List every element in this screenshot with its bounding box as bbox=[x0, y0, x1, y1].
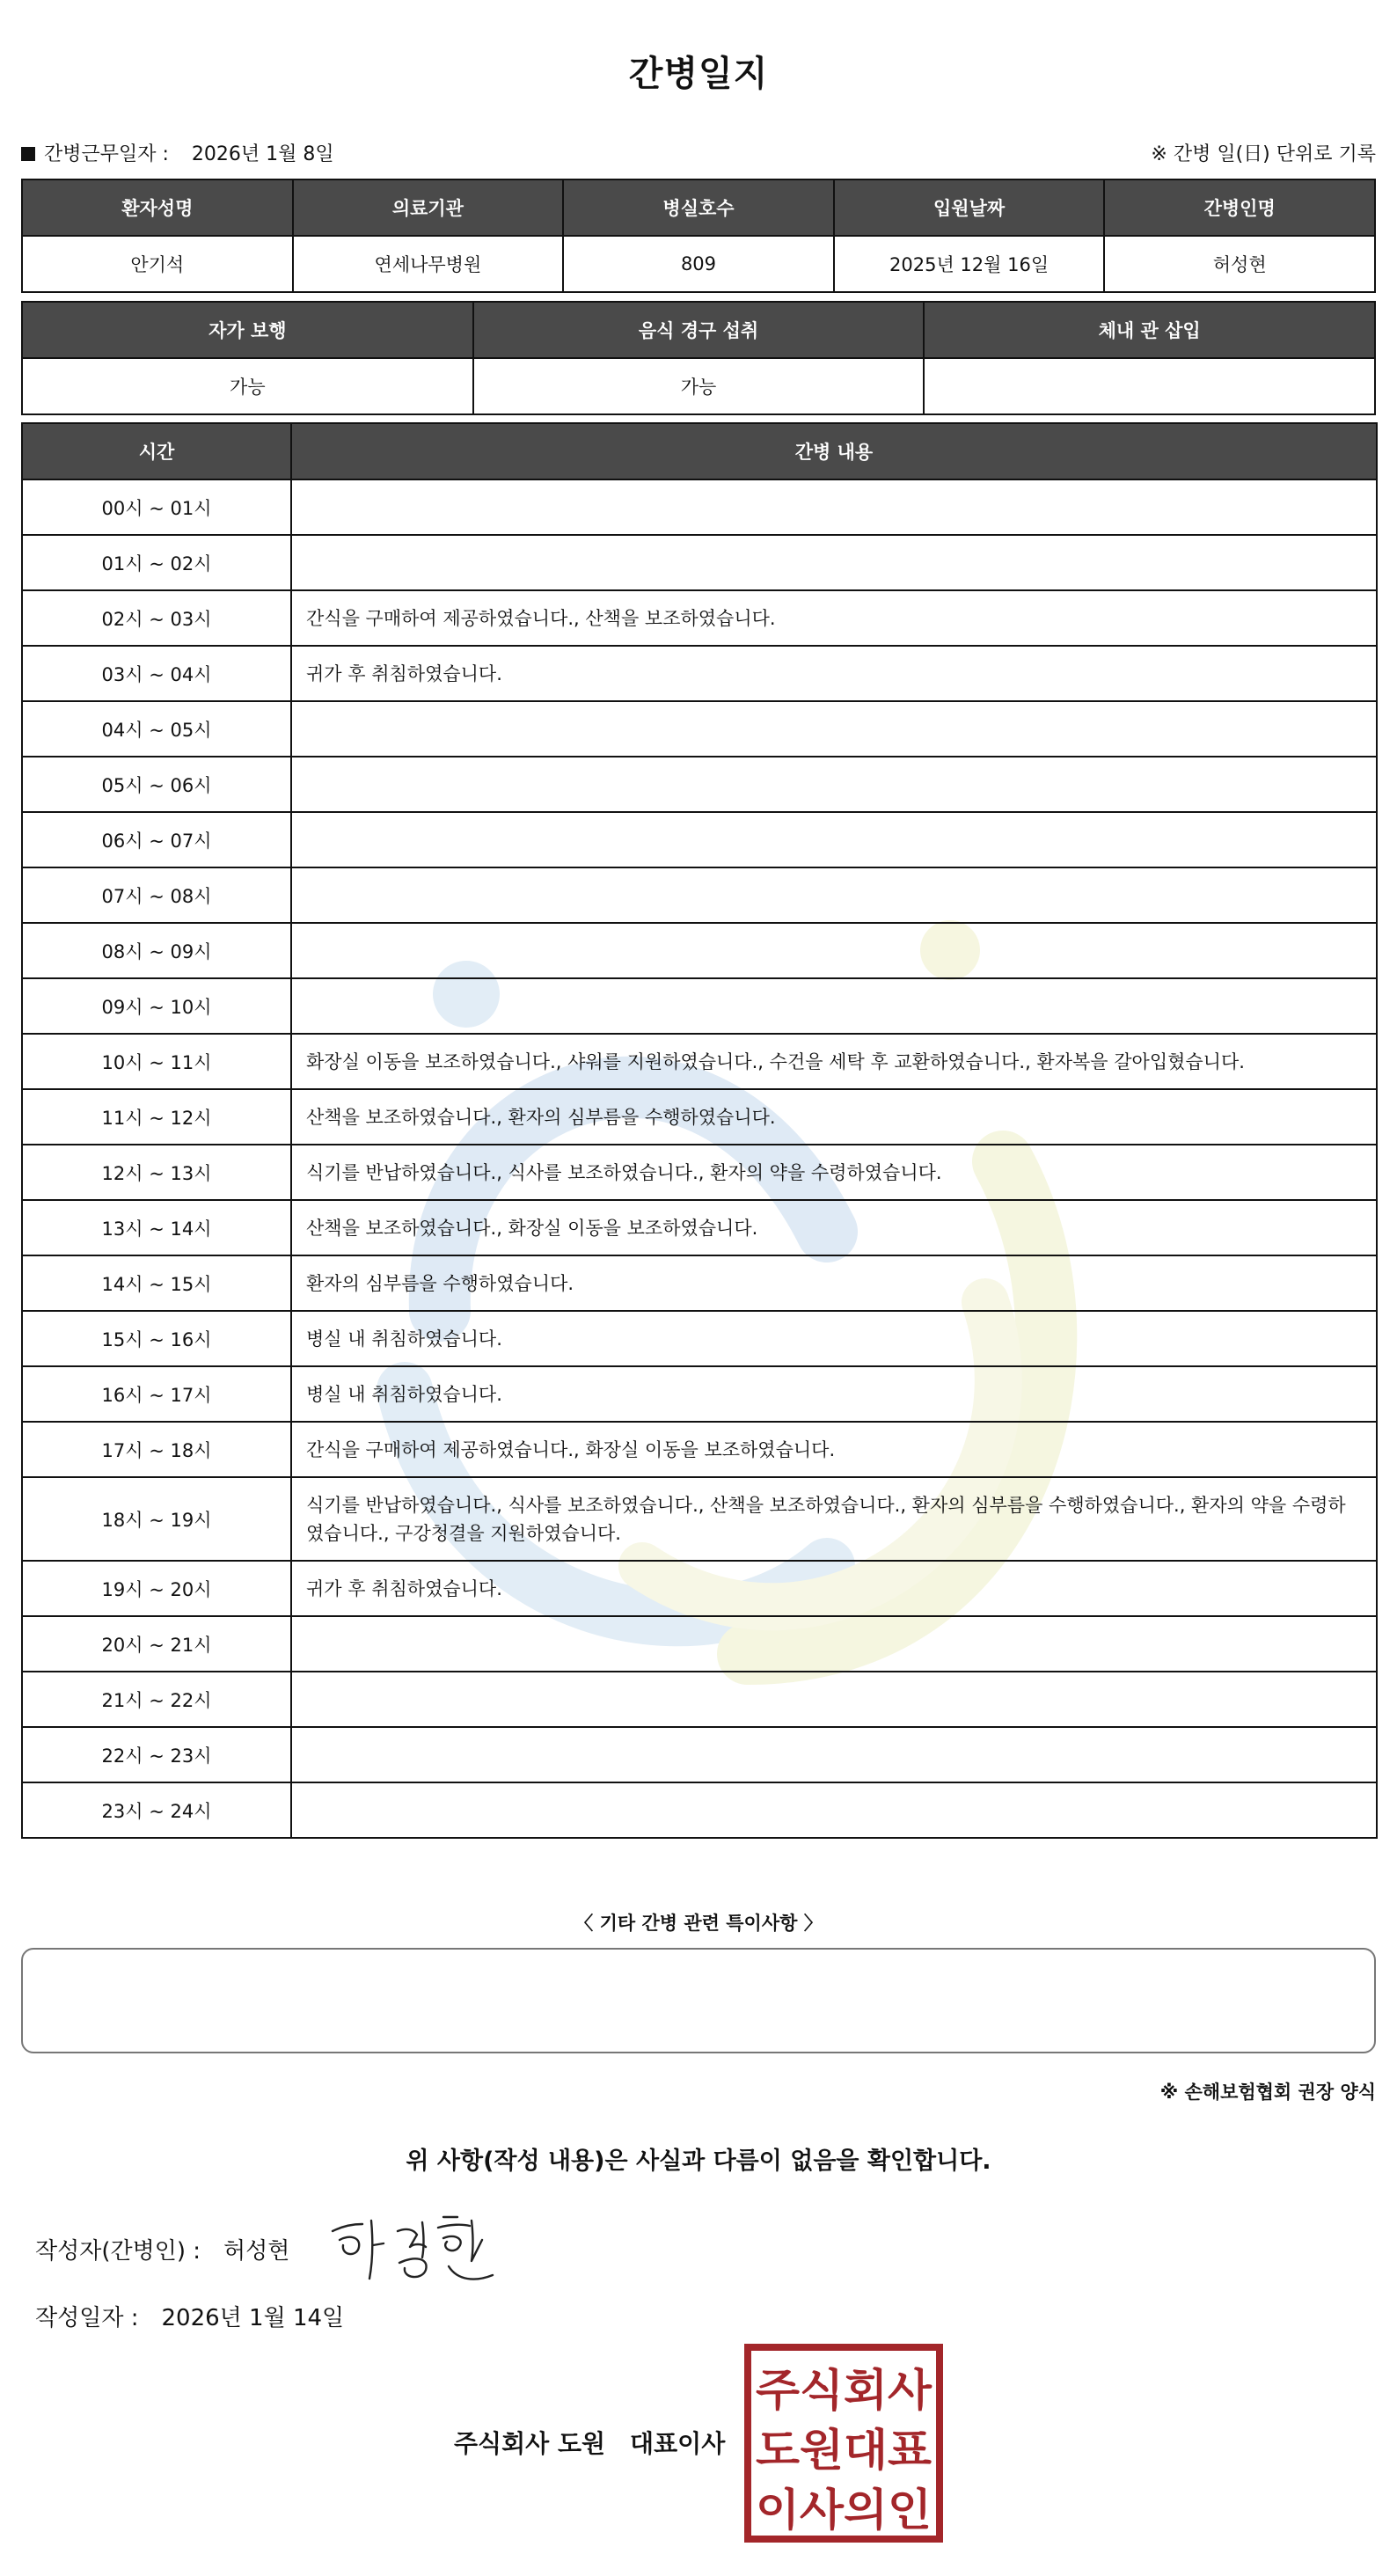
care-content-cell: 산책을 보조하였습니다., 화장실 이동을 보조하였습니다. bbox=[291, 1200, 1377, 1255]
writer-name: 허성현 bbox=[223, 2238, 290, 2265]
time-cell: 07시 ~ 08시 bbox=[22, 867, 291, 923]
care-content-cell: 병실 내 취침하였습니다. bbox=[291, 1311, 1377, 1366]
admission-date-cell: 2025년 12월 16일 bbox=[834, 236, 1105, 292]
care-content-cell bbox=[291, 1782, 1377, 1838]
oral-intake-cell: 가능 bbox=[473, 358, 925, 414]
table-row bbox=[22, 867, 1377, 923]
company-representative: 대표이사 bbox=[630, 2429, 726, 2458]
tube-insertion-cell bbox=[924, 358, 1375, 414]
table-row bbox=[22, 978, 1377, 1034]
header-room-number: 병실호수 bbox=[563, 179, 834, 236]
self-walking-cell: 가능 bbox=[22, 358, 473, 414]
care-content-cell bbox=[291, 923, 1377, 978]
time-cell: 09시 ~ 10시 bbox=[22, 978, 291, 1034]
time-cell: 06시 ~ 07시 bbox=[22, 812, 291, 867]
table-row bbox=[22, 479, 1377, 535]
care-content-cell: 식기를 반납하였습니다., 식사를 보조하였습니다., 환자의 약을 수령하였습니다. bbox=[291, 1145, 1377, 1200]
time-cell: 02시 ~ 03시 bbox=[22, 590, 291, 646]
work-date-line bbox=[21, 139, 334, 166]
care-content-cell bbox=[291, 479, 1377, 535]
header-admission-date: 입원날짜 bbox=[834, 179, 1105, 236]
care-content-cell: 간식을 구매하여 제공하였습니다., 화장실 이동을 보조하였습니다. bbox=[291, 1422, 1377, 1477]
care-content-cell: 산책을 보조하였습니다., 환자의 심부름을 수행하였습니다. bbox=[291, 1089, 1377, 1145]
time-cell: 11시 ~ 12시 bbox=[22, 1089, 291, 1145]
time-cell: 22시 ~ 23시 bbox=[22, 1727, 291, 1782]
table-row bbox=[22, 1311, 1377, 1366]
header-care-content: 간병 내용 bbox=[291, 423, 1377, 479]
special-notes-box bbox=[21, 1948, 1376, 2053]
care-content-cell bbox=[291, 1616, 1377, 1672]
table-row bbox=[22, 1477, 1377, 1561]
time-cell: 19시 ~ 20시 bbox=[22, 1561, 291, 1616]
caregiver-name-cell: 허성현 bbox=[1104, 236, 1375, 292]
table-row bbox=[22, 1672, 1377, 1727]
patient-name-cell: 안기석 bbox=[22, 236, 293, 292]
time-cell: 17시 ~ 18시 bbox=[22, 1422, 291, 1477]
time-cell: 23시 ~ 24시 bbox=[22, 1782, 291, 1838]
table-row bbox=[22, 1782, 1377, 1838]
handwritten-signature bbox=[325, 2205, 501, 2293]
confirmation-statement: 위 사항(작성 내용)은 사실과 다름이 없음을 확인합니다. bbox=[406, 2148, 991, 2175]
table-row bbox=[22, 1089, 1377, 1145]
seal-text-line: 이사의인 bbox=[756, 2485, 932, 2536]
seal-text-line: 주식회사 bbox=[756, 2365, 933, 2416]
time-cell: 21시 ~ 22시 bbox=[22, 1672, 291, 1727]
care-content-cell bbox=[291, 812, 1377, 867]
table-row bbox=[22, 923, 1377, 978]
table-row bbox=[22, 1034, 1377, 1089]
header-time: 시간 bbox=[22, 423, 291, 479]
time-cell: 18시 ~ 19시 bbox=[22, 1477, 291, 1561]
header-self-walking: 자가 보행 bbox=[22, 302, 473, 358]
work-date-label: 간병근무일자 : bbox=[44, 143, 169, 165]
room-number-cell: 809 bbox=[563, 236, 834, 292]
table-row bbox=[22, 646, 1377, 701]
table-row bbox=[22, 812, 1377, 867]
company-line bbox=[454, 2425, 725, 2460]
written-date-label: 작성일자 : bbox=[35, 2305, 139, 2331]
care-content-cell: 귀가 후 취침하였습니다. bbox=[291, 646, 1377, 701]
header-hospital: 의료기관 bbox=[293, 179, 564, 236]
time-cell: 03시 ~ 04시 bbox=[22, 646, 291, 701]
time-cell: 10시 ~ 11시 bbox=[22, 1034, 291, 1089]
special-notes-title: 〈 기타 간병 관련 특이사항 〉 bbox=[574, 1913, 823, 1934]
patient-info-table bbox=[21, 179, 1376, 293]
square-bullet-icon bbox=[21, 147, 35, 161]
time-cell: 01시 ~ 02시 bbox=[22, 535, 291, 590]
work-date-value: 2026년 1월 8일 bbox=[191, 143, 334, 165]
company-seal-stamp bbox=[744, 2344, 943, 2543]
table-row bbox=[22, 590, 1377, 646]
seal-text-line: 도원대표 bbox=[756, 2425, 933, 2476]
header-oral-intake: 음식 경구 섭취 bbox=[473, 302, 925, 358]
company-name: 주식회사 도원 bbox=[454, 2429, 606, 2458]
time-cell: 12시 ~ 13시 bbox=[22, 1145, 291, 1200]
time-cell: 16시 ~ 17시 bbox=[22, 1366, 291, 1422]
writer-label: 작성자(간병인) : bbox=[35, 2238, 201, 2265]
table-row bbox=[22, 1255, 1377, 1311]
care-content-cell: 화장실 이동을 보조하였습니다., 샤워를 지원하였습니다., 수건을 세탁 후 교환하였습니다., 환자복을 갈아입혔습니다. bbox=[291, 1034, 1377, 1089]
care-content-cell: 환자의 심부름을 수행하였습니다. bbox=[291, 1255, 1377, 1311]
table-row bbox=[22, 1727, 1377, 1782]
time-cell: 00시 ~ 01시 bbox=[22, 479, 291, 535]
time-cell: 13시 ~ 14시 bbox=[22, 1200, 291, 1255]
document-title: 간병일지 bbox=[628, 54, 769, 94]
care-content-cell: 병실 내 취침하였습니다. bbox=[291, 1366, 1377, 1422]
table-row bbox=[22, 1561, 1377, 1616]
header-patient-name: 환자성명 bbox=[22, 179, 293, 236]
care-content-cell: 간식을 구매하여 제공하였습니다., 산책을 보조하였습니다. bbox=[291, 590, 1377, 646]
care-content-cell: 귀가 후 취침하였습니다. bbox=[291, 1561, 1377, 1616]
header-caregiver-name: 간병인명 bbox=[1104, 179, 1375, 236]
care-status-table bbox=[21, 301, 1376, 415]
table-row bbox=[22, 1366, 1377, 1422]
table-row bbox=[22, 1145, 1377, 1200]
time-cell: 05시 ~ 06시 bbox=[22, 757, 291, 812]
care-content-cell bbox=[291, 1727, 1377, 1782]
written-date-line bbox=[35, 2300, 344, 2332]
care-content-cell: 식기를 반납하였습니다., 식사를 보조하였습니다., 산책을 보조하였습니다., 환자의 심부름을 수행하였습니다., 환자의 약을 수령하였습니다., 구강청결을 지원하였습니다. bbox=[291, 1477, 1377, 1561]
time-cell: 08시 ~ 09시 bbox=[22, 923, 291, 978]
table-row bbox=[22, 535, 1377, 590]
time-cell: 14시 ~ 15시 bbox=[22, 1255, 291, 1311]
care-content-cell bbox=[291, 1672, 1377, 1727]
time-cell: 20시 ~ 21시 bbox=[22, 1616, 291, 1672]
recommended-form-note: ※ 손해보험협회 권장 양식 bbox=[1159, 2082, 1376, 2103]
record-unit-note: ※ 간병 일(日) 단위로 기록 bbox=[1151, 143, 1376, 165]
care-log-table bbox=[21, 422, 1378, 1839]
care-content-cell bbox=[291, 757, 1377, 812]
care-content-cell bbox=[291, 535, 1377, 590]
time-cell: 04시 ~ 05시 bbox=[22, 701, 291, 757]
table-row bbox=[22, 1616, 1377, 1672]
care-content-cell bbox=[291, 978, 1377, 1034]
table-row bbox=[22, 1200, 1377, 1255]
writer-line bbox=[35, 2233, 289, 2265]
care-content-cell bbox=[291, 867, 1377, 923]
time-cell: 15시 ~ 16시 bbox=[22, 1311, 291, 1366]
header-tube-insertion: 체내 관 삽입 bbox=[924, 302, 1375, 358]
hospital-cell: 연세나무병원 bbox=[293, 236, 564, 292]
table-row bbox=[22, 1422, 1377, 1477]
care-content-cell bbox=[291, 701, 1377, 757]
table-row bbox=[22, 701, 1377, 757]
written-date-value: 2026년 1월 14일 bbox=[161, 2305, 345, 2331]
table-row bbox=[22, 757, 1377, 812]
